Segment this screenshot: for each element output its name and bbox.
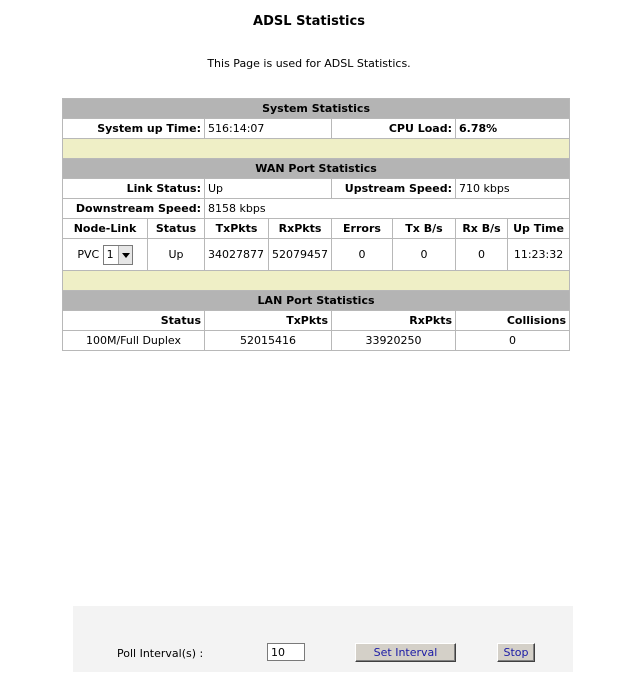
link-status-label: Link Status: — [63, 179, 205, 199]
wan-column-headers — [63, 219, 570, 239]
column-header: Node-Link — [63, 219, 148, 239]
cpu-load-label: CPU Load: — [332, 119, 456, 139]
statistics-table — [62, 98, 570, 351]
system-uptime-label: System up Time: — [63, 119, 205, 139]
wan-rxpkts-cell: 52079457 — [269, 239, 332, 271]
pvc-select[interactable] — [103, 245, 133, 265]
lan-txpkts-cell: 52015416 — [205, 331, 332, 351]
system-uptime-value: 516:14:07 — [205, 119, 332, 139]
wan-txpkts-cell: 34027877 — [205, 239, 269, 271]
poll-interval-input[interactable] — [267, 643, 305, 661]
column-header: Tx B/s — [393, 219, 456, 239]
lan-data-row — [63, 331, 570, 351]
column-header: Up Time — [508, 219, 570, 239]
stop-button[interactable]: Stop — [497, 643, 535, 662]
page-description: This Page is used for ADSL Statistics. — [207, 57, 411, 70]
system-statistics-heading: System Statistics — [63, 99, 570, 119]
lan-column-headers — [63, 311, 570, 331]
upstream-speed-value: 710 kbps — [456, 179, 570, 199]
system-statistics-header — [63, 99, 570, 119]
poll-control-panel — [73, 606, 573, 672]
wan-status-cell: Up — [148, 239, 205, 271]
wan-statistics-header — [63, 159, 570, 179]
spacer-row — [63, 139, 570, 159]
downstream-speed-label: Downstream Speed: — [63, 199, 205, 219]
wan-uptime-cell: 11:23:32 — [508, 239, 570, 271]
wan-statistics-heading: WAN Port Statistics — [63, 159, 570, 179]
chevron-down-icon[interactable] — [118, 246, 132, 264]
column-header: Errors — [332, 219, 393, 239]
downstream-speed-value: 8158 kbps — [205, 199, 570, 219]
cpu-load-value: 6.78% — [456, 119, 570, 139]
column-header: TxPkts — [205, 311, 332, 331]
lan-status-cell: 100M/Full Duplex — [63, 331, 205, 351]
wan-tx-bs-cell: 0 — [393, 239, 456, 271]
link-status-value: Up — [205, 179, 332, 199]
pvc-label: PVC — [77, 247, 100, 261]
column-header: Rx B/s — [456, 219, 508, 239]
lan-statistics-header — [63, 291, 570, 311]
column-header: Collisions — [456, 311, 570, 331]
column-header: TxPkts — [205, 219, 269, 239]
system-statistics-row — [63, 119, 570, 139]
column-header: RxPkts — [332, 311, 456, 331]
pvc-selected-value: 1 — [106, 247, 114, 261]
spacer-row — [63, 271, 570, 291]
page-title: ADSL Statistics — [253, 14, 365, 29]
column-header: Status — [63, 311, 205, 331]
upstream-speed-label: Upstream Speed: — [332, 179, 456, 199]
lan-collisions-cell: 0 — [456, 331, 570, 351]
lan-rxpkts-cell: 33920250 — [332, 331, 456, 351]
wan-errors-cell: 0 — [332, 239, 393, 271]
wan-pvc-row — [63, 239, 570, 271]
set-interval-button[interactable]: Set Interval — [355, 643, 456, 662]
wan-downstream-row — [63, 199, 570, 219]
lan-statistics-heading: LAN Port Statistics — [63, 291, 570, 311]
wan-rx-bs-cell: 0 — [456, 239, 508, 271]
column-header: Status — [148, 219, 205, 239]
node-link-cell — [63, 239, 148, 271]
wan-link-row — [63, 179, 570, 199]
poll-interval-label: Poll Interval(s) : — [117, 647, 204, 660]
column-header: RxPkts — [269, 219, 332, 239]
